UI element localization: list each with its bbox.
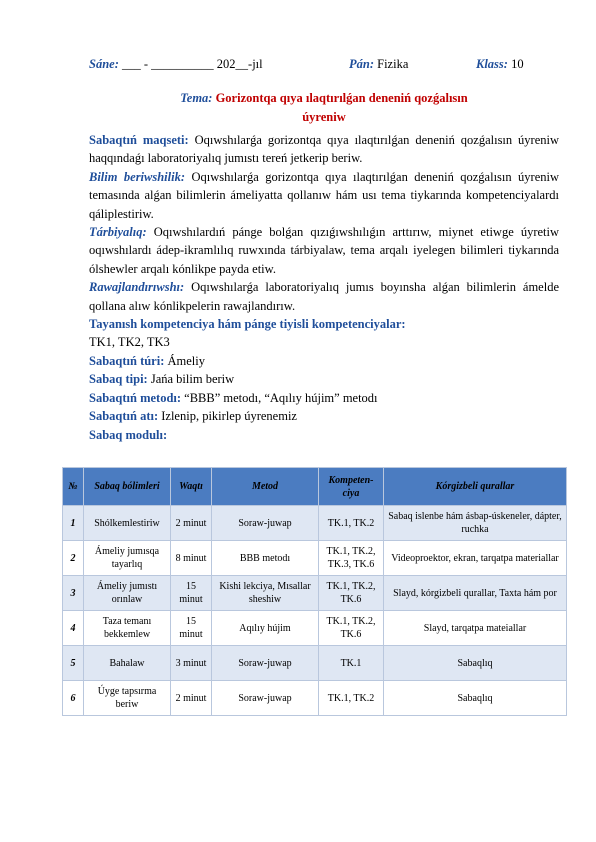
competence-value: TK1, TK2, TK3 (89, 335, 170, 350)
method-label: Sabaqtıń metodı: (89, 390, 182, 405)
developmental-text: Oqıwshılarǵa laboratoriyalıq jumıs boyınsha alǵan bilimlerin ámelde qollana alıw kónlikpelerin rawajlandırıw. (89, 280, 560, 313)
class-label: Klass: (476, 57, 508, 71)
module-label: Sabaq modulı: (89, 427, 168, 442)
goal-paragraph (89, 131, 559, 168)
row-tools: Slayd, tarqatpa mateiallar (384, 611, 567, 646)
row-part: Taza temanı bekkemlew (84, 611, 171, 646)
method-value: “BBB” metodı, “Aqılıy hújim” metodı (184, 390, 378, 405)
table-header-row (63, 468, 567, 506)
lesson-theme (89, 89, 559, 127)
col-competence-header: Kompeten-ciya (319, 468, 384, 506)
row-method: Kishi lekciya, Mısallar sheshiw (212, 576, 319, 611)
educational-paragraph (89, 168, 559, 223)
lesson-kind-line (89, 370, 559, 388)
lesson-module-table (62, 467, 567, 716)
theme-label: Tema: (180, 91, 213, 105)
table-row (63, 506, 567, 541)
goal-text: Oqıwshılarǵa gorizontqa qıya ılaqtırılǵan deneniń qozǵalısın úyreniw haqqındaǵı laboratoriyalıq jumıstı tereń jetkerip beriw. (89, 133, 560, 166)
class-value: 10 (511, 57, 524, 71)
motto-line (89, 407, 559, 425)
row-time: 15 minut (171, 611, 212, 646)
row-competence: TK.1, TK.2, TK.3, TK.6 (319, 541, 384, 576)
class-field (476, 57, 524, 72)
date-field (89, 57, 263, 72)
row-number: 6 (63, 681, 84, 716)
row-time: 8 minut (171, 541, 212, 576)
lesson-type-label: Sabaqtıń túri: (89, 353, 165, 368)
row-number: 1 (63, 506, 84, 541)
col-method-header: Metod (212, 468, 319, 506)
upbringing-text: Oqıwshılardıń pánge bolǵan qızıǵıwshılıǵın arttırıw, miynet etiwge úyretiw oqıwshılardı ádep-ikramlılıq ruwxında tárbiyalaw, tema arqalı iyelegen bilimleri tiykarında ólshewler arqalı kónlikpe payda etiw. (89, 225, 560, 276)
table-row (63, 681, 567, 716)
row-part: Ámeliy jumısqa tayarlıq (84, 541, 171, 576)
row-time: 15 minut (171, 576, 212, 611)
row-number: 3 (63, 576, 84, 611)
row-time: 2 minut (171, 681, 212, 716)
row-part: Úyge tapsırma beriw (84, 681, 171, 716)
educational-text: Oqıwshılarǵa gorizontqa qıya ılaqtırılǵan deneniń qozǵalısın úyreniw temasında alǵan bilimlerin ámeliyatta qollanıw hám usı tema tiykarında kompetenciyalardı qáliplestiriw. (89, 169, 559, 221)
lesson-kind-label: Sabaq tipi: (89, 372, 148, 387)
row-number: 5 (63, 646, 84, 681)
educational-label: Bilim beriwshilik: (89, 169, 186, 184)
row-method: BBB metodı (212, 541, 319, 576)
row-tools: Sabaqlıq (384, 681, 567, 716)
module-line (89, 426, 559, 444)
table-row (63, 541, 567, 576)
motto-value: Izlenip, pikirlep úyrenemiz (161, 409, 297, 424)
upbringing-label: Tárbiyalıq: (89, 225, 147, 240)
row-competence: TK.1, TK.2, TK.6 (319, 576, 384, 611)
table-row (63, 611, 567, 646)
col-part-header: Sabaq bólimleri (84, 468, 171, 506)
developmental-label: Rawajlandırıwshı: (89, 280, 185, 295)
row-part: Bahalaw (84, 646, 171, 681)
motto-label: Sabaqtıń atı: (89, 409, 159, 424)
lesson-type-value: Ámeliy (167, 353, 205, 368)
subject-label: Pán: (349, 57, 374, 71)
row-time: 3 minut (171, 646, 212, 681)
col-time-header: Waqtı (171, 468, 212, 506)
lesson-type-line (89, 352, 559, 370)
developmental-paragraph (89, 278, 559, 315)
row-time: 2 minut (171, 506, 212, 541)
row-competence: TK.1, TK.2 (319, 506, 384, 541)
competence-heading (89, 315, 559, 333)
subject-value: Fizika (377, 57, 409, 71)
competence-label: Tayanısh kompetenciya hám pánge tiyisli kompetenciyalar: (89, 317, 406, 332)
lesson-kind-value: Jańa bilim beriw (150, 372, 235, 387)
table-row (63, 576, 567, 611)
row-number: 2 (63, 541, 84, 576)
row-tools: Sabaq islenbe hám ásbap-úskeneler, dápter, ruchka (384, 506, 567, 541)
row-competence: TK.1 (319, 646, 384, 681)
row-tools: Slayd, kórgizbeli qurallar, Taxta hám por (384, 576, 567, 611)
row-competence: TK.1, TK.2 (319, 681, 384, 716)
row-tools: Sabaqlıq (384, 646, 567, 681)
col-number-header: № (63, 468, 84, 506)
row-part: Ámeliy jumıstı orınlaw (84, 576, 171, 611)
goal-label: Sabaqtıń maqseti: (89, 133, 189, 147)
subject-field (349, 57, 408, 72)
row-method: Soraw-juwap (212, 681, 319, 716)
row-part: Shólkemlestiriw (84, 506, 171, 541)
theme-line-2: úyreniw (302, 110, 346, 124)
date-value: ___ - __________ 202__-jıl (122, 57, 263, 71)
method-line (89, 389, 559, 407)
row-tools: Videoproektor, ekran, tarqatpa materiallar (384, 541, 567, 576)
header-line (89, 57, 549, 75)
lesson-body (89, 131, 559, 444)
col-tools-header: Kórgizbeli qurallar (384, 468, 567, 506)
upbringing-paragraph (89, 223, 559, 278)
theme-line-1: Gorizontqa qıya ılaqtırılǵan deneniń qozǵalısın (215, 91, 468, 105)
row-competence: TK.1, TK.2, TK.6 (319, 611, 384, 646)
row-method: Soraw-juwap (212, 506, 319, 541)
row-number: 4 (63, 611, 84, 646)
row-method: Soraw-juwap (212, 646, 319, 681)
row-method: Aqılıy hújim (212, 611, 319, 646)
table-row (63, 646, 567, 681)
date-label: Sáne: (89, 57, 119, 71)
